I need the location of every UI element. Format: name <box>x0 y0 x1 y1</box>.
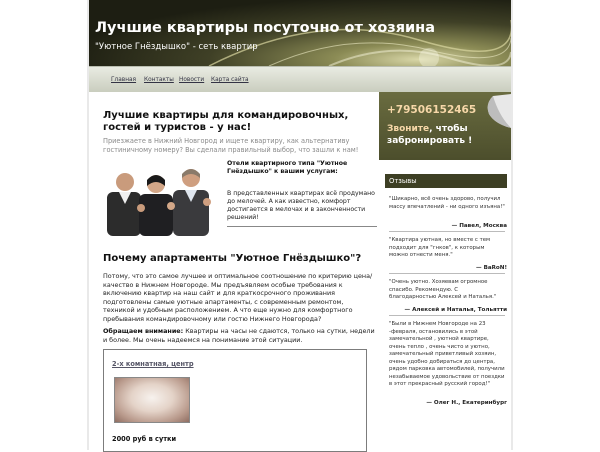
attention-label: Обращаем внимание: <box>103 327 184 335</box>
attention-text: Квартиры на часы не сдаются, только на сутки, недели и более. Мы очень надеемся на понимание этой ситуации. <box>103 327 375 344</box>
intro-text: Приезжаете в Нижний Новгород и ищете квартиру, как альтернативу гостиничному номеру? Вы сделали правильный выбор, что зашли к нам! <box>103 137 359 154</box>
nav-home-link[interactable]: Главная <box>111 77 137 83</box>
review-divider <box>389 315 505 316</box>
sidebar <box>379 160 511 450</box>
review-text: "Квартира уютная, но вместе с тем подходит для "гнков", к которым можно отнести меня." <box>389 237 491 258</box>
why-heading: Почему апартаменты "Уютное Гнёздышко"? <box>103 253 362 264</box>
listing-photo[interactable] <box>114 377 190 423</box>
site-title: Лучшие квартиры посуточно от хозяина <box>95 20 435 36</box>
review-divider <box>389 273 505 274</box>
listing-price: 2000 руб в сутки <box>112 435 177 443</box>
review-author: — Павел, Москва <box>451 223 507 229</box>
main-heading: Лучшие квартиры для командировочных, гостей и туристов - у нас! <box>103 110 349 133</box>
listing-link[interactable]: 2-х комнатная, центр <box>112 360 194 368</box>
review-author: — Олег Н., Екатеринбург <box>426 400 507 406</box>
nav-contacts-link[interactable]: Контакты <box>144 77 174 83</box>
call-accent: Звоните <box>387 124 430 134</box>
review-author: — BaRoN! <box>476 265 507 271</box>
offer-text: В представленных квартирах всё продумано до мелочей. А как известно, комфорт достигается в мелочах и в законченности решений! <box>227 190 375 221</box>
review-divider <box>389 231 505 232</box>
call-to-book <box>387 123 487 147</box>
reviews-heading: Отзывы <box>385 174 507 188</box>
nav-bar <box>89 66 511 94</box>
review-text: "Очень уютно. Хозяевам огромное спасибо. Рекомендую. С благодарностью Алексей и Наталья." <box>389 279 497 300</box>
site-subtitle: "Уютное Гнёздышко" - сеть квартир <box>95 42 258 52</box>
page-curl-decoration <box>485 94 511 128</box>
review-text: "Шикарно, всё очень здорово, получил массу впечатлений - ни одного изъяна!" <box>389 196 505 210</box>
page <box>89 0 511 450</box>
main-content <box>89 92 379 450</box>
attention-note <box>103 327 375 344</box>
site-header <box>89 0 511 66</box>
apartment-listing <box>103 349 367 452</box>
page-edge-right <box>511 0 513 450</box>
call-rest: , чтобы забронировать ! <box>387 124 473 146</box>
offer-title: Отели квартирного типа "Уютное Гнёздышко" к вашим услугам: <box>227 160 348 175</box>
nav-sitemap-link[interactable]: Карта сайта <box>211 77 249 83</box>
review-text: "Были в Нижнем Новгороде на 23 -февраля, остановились в этой замечательной , уютной квартире, очень тепло , очень чисто и уютно, замечательный приветливый хозяин, очень удобно добираться до центра, рядом парковка автомобилей, получили незабываемое удовольствие от поездки в этот прекрасный русский город!" <box>389 321 505 387</box>
why-text: Потому, что это самое лучшее и оптимальное соотношение по критерию цена/качество в Нижнем Новгороде. Мы предъявляем особые требования к включению квартир на наш сайт и для краткосрочного проживания подготовлены самые уютные апартаменты, с современным ремонтом, техникой и удобным расположением. А что еще нужно для комфортного пребывания командировочному или гостю Нижнего Новгорода? <box>103 272 373 323</box>
nav-news-link[interactable]: Новости <box>179 77 205 83</box>
hosts-photo <box>103 158 215 236</box>
phone-number: +79506152465 <box>387 104 477 116</box>
review-author: — Алексей и Наталья, Тольятти <box>404 307 507 313</box>
offer-divider <box>227 226 377 227</box>
